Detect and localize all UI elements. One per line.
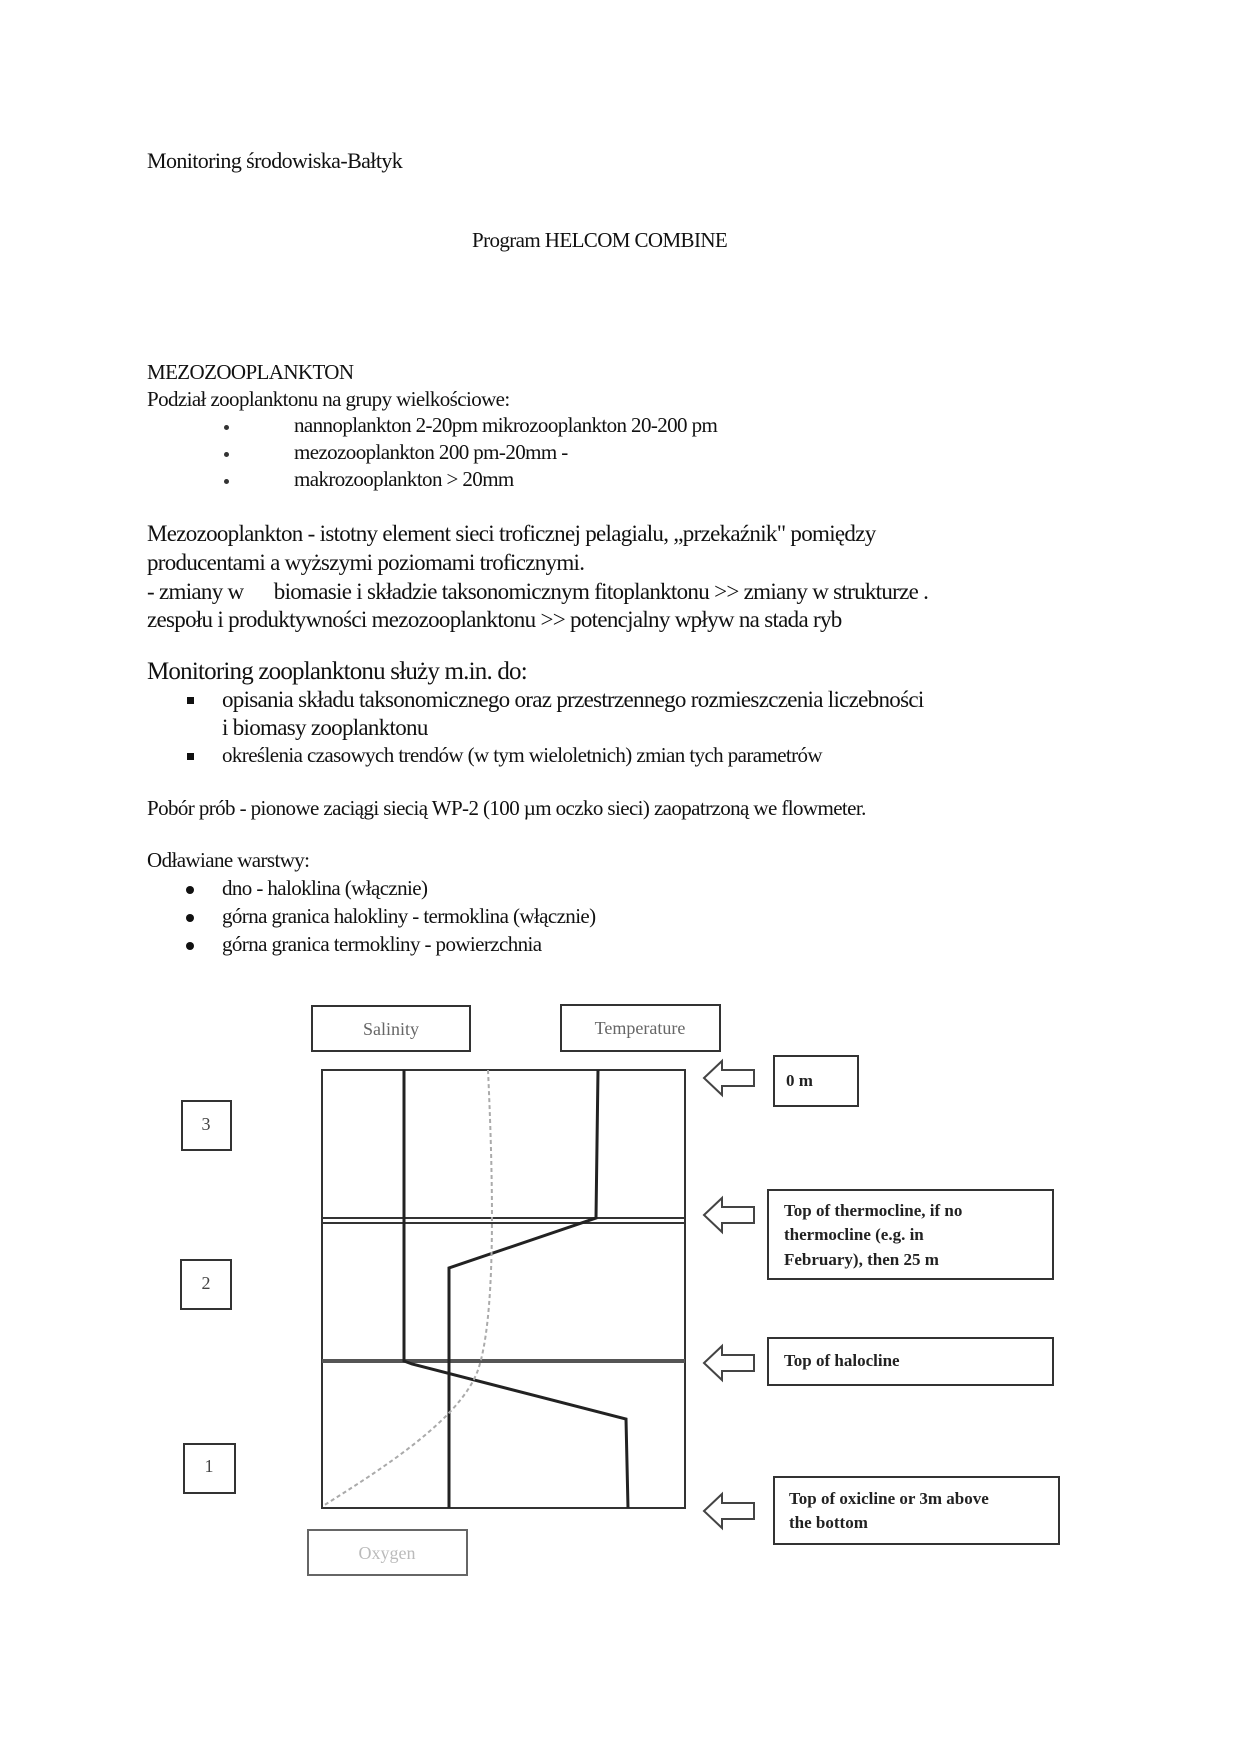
oxygen-profile [323, 1070, 492, 1506]
list-item: określenia czasowych trendów (w tym wieloletnich) zmian tych parametrów [222, 743, 823, 767]
temperature-profile [449, 1070, 598, 1508]
list-item: mezozooplankton 200 pm-20mm - [294, 440, 568, 464]
thermocline-label-line: thermocline (e.g. in [784, 1225, 924, 1244]
paragraph-line: - zmiany w biomasie i składzie taksonomicznym fitoplanktonu >> zmiany w strukturze . [147, 579, 929, 604]
layer-number: 1 [204, 1456, 214, 1476]
halocline-label: Top of halocline [784, 1351, 900, 1370]
section-intro: Podział zooplanktonu na grupy wielkościowe: [147, 387, 510, 411]
water-column-frame [322, 1070, 685, 1508]
list-item: górna granica halokliny - termoklina (włącznie) [222, 904, 596, 928]
list-item: górna granica termokliny - powierzchnia [222, 932, 542, 956]
salinity-label: Salinity [362, 1019, 420, 1039]
arrow-left-icon [704, 1198, 754, 1232]
sampling-text: Pobór prób - pionowe zaciągi siecią WP-2 (100 µm oczko sieci) zaopatrzoną we flowmeter. [147, 796, 866, 820]
page-subtitle: Program HELCOM COMBINE [472, 228, 728, 252]
arrow-left-icon [704, 1494, 754, 1528]
arrow-left-icon [704, 1346, 754, 1380]
thermocline-label-line: February), then 25 m [784, 1250, 939, 1269]
layer-number: 3 [201, 1114, 211, 1134]
monitoring-intro: Monitoring zooplanktonu służy m.in. do: [147, 658, 527, 685]
oxicline-label-line: the bottom [789, 1513, 868, 1532]
list-item: makrozooplankton > 20mm [294, 467, 514, 491]
oxygen-label: Oxygen [358, 1543, 416, 1563]
paragraph-line: producentami a wyższymi poziomami troficznymi. [147, 550, 585, 575]
oxicline-label-line: Top of oxicline or 3m above [789, 1489, 989, 1508]
surface-label: 0 m [786, 1071, 813, 1090]
section-heading: MEZOZOOPLANKTON [147, 360, 354, 384]
arrow-left-icon [704, 1061, 754, 1095]
list-item-continued: i biomasy zooplanktonu [222, 715, 428, 740]
layer-number: 2 [201, 1273, 211, 1293]
thermocline-label-line: Top of thermocline, if no [784, 1201, 963, 1220]
salinity-profile [404, 1070, 628, 1508]
list-item: dno - haloklina (włącznie) [222, 876, 428, 900]
paragraph-line: zespołu i produktywności mezozooplanktonu >> potencjalny wpływ na stada ryb [147, 607, 842, 632]
oxicline-label-box [774, 1477, 1059, 1544]
paragraph-line: Mezozooplankton - istotny element sieci troficznej pelagialu, „przekaźnik" pomiędzy [147, 521, 876, 546]
layers-intro: Odławiane warstwy: [147, 848, 310, 872]
page-title: Monitoring środowiska-Bałtyk [147, 148, 403, 173]
temperature-label: Temperature [594, 1018, 686, 1038]
list-item: opisania składu taksonomicznego oraz przestrzennego rozmieszczenia liczebności [222, 687, 924, 712]
list-item: nannoplankton 2-20pm mikrozooplankton 20-200 pm [294, 413, 718, 437]
